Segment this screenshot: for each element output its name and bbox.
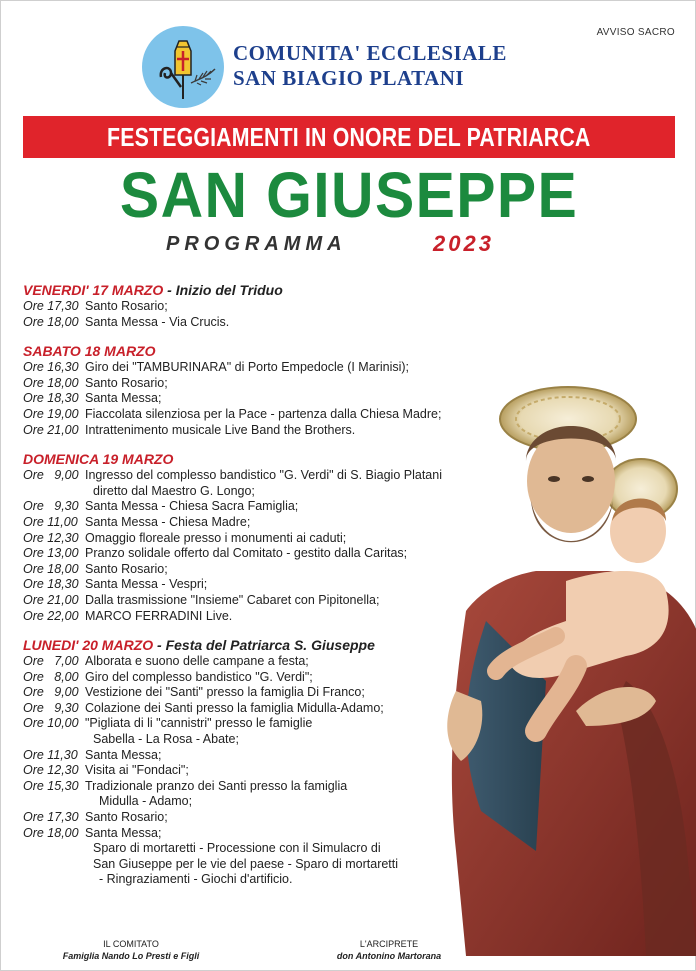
avviso-label: AVVISO SACRO bbox=[596, 27, 675, 38]
event-continuation: diretto dal Maestro G. Longo; bbox=[93, 483, 255, 498]
event-row bbox=[23, 577, 493, 593]
event-continuation: Sabella - La Rosa - Abate; bbox=[93, 732, 239, 747]
committee-signature bbox=[41, 938, 221, 962]
event-description: Santo Rosario; bbox=[85, 299, 168, 313]
event-row bbox=[23, 593, 493, 609]
event-time: Ore 17,30 bbox=[23, 810, 79, 825]
community-line-1: COMUNITA' ECCLESIALE bbox=[233, 41, 507, 65]
event-description: Santa Messa; bbox=[85, 825, 162, 840]
day-date: VENERDI' 17 MARZO bbox=[23, 282, 164, 298]
event-row bbox=[23, 701, 493, 717]
event-time: Ore 18,30 bbox=[23, 391, 79, 406]
archpriest-signature bbox=[319, 938, 459, 962]
event-description: Vestizione dei "Santi" presso la famiglia Di Franco; bbox=[85, 685, 365, 700]
committee-title: IL COMITATO bbox=[103, 939, 159, 949]
event-row bbox=[23, 685, 493, 701]
event-time: Ore 15,30 bbox=[23, 778, 79, 793]
event-row bbox=[23, 299, 493, 315]
event-row bbox=[23, 315, 493, 331]
programme-schedule bbox=[23, 281, 493, 888]
event-time: Ore 18,00 bbox=[23, 314, 79, 329]
day-heading bbox=[23, 636, 493, 654]
event-time: Ore 16,30 bbox=[23, 360, 79, 375]
event-time: Ore 17,30 bbox=[23, 299, 79, 313]
event-time: Ore 21,00 bbox=[23, 422, 79, 437]
event-description: Visita ai "Fondaci"; bbox=[85, 763, 189, 778]
event-time: Ore 13,00 bbox=[23, 546, 79, 561]
event-description: "Pigliata di li "cannistri" presso le famiglie bbox=[85, 716, 313, 731]
saint-title bbox=[1, 159, 696, 231]
event-description: Santa Messa - Vespri; bbox=[85, 577, 208, 592]
event-continuation: - Ringraziamenti - Giochi d'artificio. bbox=[99, 872, 293, 887]
event-continuation: Midulla - Adamo; bbox=[99, 794, 193, 809]
event-description: Santo Rosario; bbox=[85, 810, 168, 825]
event-time: Ore 18,30 bbox=[23, 577, 79, 592]
event-time: Ore 9,30 bbox=[23, 700, 79, 715]
event-description: Santa Messa; bbox=[85, 747, 162, 762]
day-heading bbox=[23, 281, 493, 299]
event-row bbox=[23, 515, 493, 531]
event-row bbox=[23, 360, 493, 376]
event-row bbox=[23, 376, 493, 392]
event-row bbox=[23, 654, 493, 670]
event-description: Santa Messa - Chiesa Sacra Famiglia; bbox=[85, 499, 299, 514]
event-description: Alborata e suono delle campane a festa; bbox=[85, 654, 309, 669]
event-time: Ore 12,30 bbox=[23, 763, 79, 778]
event-time: Ore 18,00 bbox=[23, 825, 79, 840]
event-time: Ore 11,30 bbox=[23, 747, 78, 762]
event-row bbox=[23, 562, 493, 578]
event-row bbox=[23, 716, 493, 732]
programma-year: 2023 bbox=[433, 231, 494, 256]
committee-name: Famiglia Nando Lo Presti e Figli bbox=[62, 951, 200, 961]
community-line-2: SAN BIAGIO PLATANI bbox=[233, 66, 465, 90]
event-time: Ore 11,00 bbox=[23, 514, 78, 529]
archpriest-name: don Antonino Martorana bbox=[336, 951, 442, 961]
event-time: Ore 9,30 bbox=[23, 499, 79, 514]
event-time: Ore 19,00 bbox=[23, 406, 79, 421]
event-row bbox=[23, 499, 493, 515]
event-row bbox=[23, 763, 493, 779]
event-description: Ingresso del complesso bandistico "G. Verdi" di S. Biagio Platani bbox=[85, 468, 442, 483]
event-time: Ore 18,00 bbox=[23, 375, 79, 390]
archpriest-title: L'ARCIPRETE bbox=[359, 939, 419, 949]
event-continuation: San Giuseppe per le vie del paese - Sparo di mortaretti bbox=[93, 856, 399, 871]
event-row bbox=[23, 391, 493, 407]
day-description: - Festa del Patriarca S. Giuseppe bbox=[153, 637, 375, 654]
day-description: - Inizio del Triduo bbox=[163, 282, 283, 298]
day-date: LUNEDI' 20 MARZO bbox=[23, 637, 154, 654]
event-time: Ore 7,00 bbox=[23, 654, 79, 669]
event-description: Intrattenimento musicale Live Band the Brothers. bbox=[85, 422, 356, 437]
event-continuation: Sparo di mortaretti - Processione con il Simulacro di bbox=[93, 841, 381, 856]
event-row bbox=[23, 423, 493, 439]
event-row bbox=[23, 407, 493, 423]
event-description: Pranzo solidale offerto dal Comitato - gestito dalla Caritas; bbox=[85, 546, 408, 561]
event-description: Santo Rosario; bbox=[85, 375, 168, 390]
event-time: Ore 9,00 bbox=[23, 468, 79, 483]
event-row bbox=[23, 531, 493, 547]
community-logo-icon bbox=[141, 25, 225, 109]
event-time: Ore 12,30 bbox=[23, 530, 79, 545]
event-row bbox=[23, 810, 493, 826]
event-row bbox=[23, 546, 493, 562]
event-description: Santa Messa - Chiesa Madre; bbox=[85, 514, 251, 529]
event-time: Ore 21,00 bbox=[23, 592, 79, 607]
day-heading bbox=[23, 342, 493, 360]
event-description: Santo Rosario; bbox=[85, 561, 168, 576]
event-row bbox=[23, 468, 493, 484]
day-date: DOMENICA 19 MARZO bbox=[23, 451, 174, 468]
saint-title-text: SAN GIUSEPPE bbox=[119, 159, 579, 231]
day-heading bbox=[23, 450, 493, 468]
event-time: Ore 8,00 bbox=[23, 669, 79, 684]
event-description: MARCO FERRADINI Live. bbox=[85, 608, 233, 623]
festivity-banner bbox=[23, 116, 675, 158]
event-description: Dalla trasmissione "Insieme" Cabaret con Pipitonella; bbox=[85, 592, 380, 607]
banner-text: FESTEGGIAMENTI IN ONORE DEL PATRIARCA bbox=[107, 122, 591, 152]
event-time: Ore 9,00 bbox=[23, 685, 79, 700]
event-description: Fiaccolata silenziosa per la Pace - partenza dalla Chiesa Madre; bbox=[85, 406, 442, 421]
event-description: Giro del complesso bandistico "G. Verdi"; bbox=[85, 669, 313, 684]
community-name bbox=[233, 41, 507, 91]
event-description: Santa Messa; bbox=[85, 391, 162, 406]
event-time: Ore 10,00 bbox=[23, 716, 79, 731]
event-row bbox=[23, 748, 493, 764]
event-description: Tradizionale pranzo dei Santi presso la famiglia bbox=[85, 778, 348, 793]
programma-label: PROGRAMMA bbox=[166, 233, 347, 255]
event-row bbox=[23, 826, 493, 842]
event-row bbox=[23, 779, 493, 795]
event-description: Giro dei "TAMBURINARA" di Porto Empedocle (I Marinisi); bbox=[85, 360, 410, 375]
event-row bbox=[23, 670, 493, 686]
day-date: SABATO 18 MARZO bbox=[23, 343, 156, 360]
event-time: Ore 18,00 bbox=[23, 561, 79, 576]
event-time: Ore 22,00 bbox=[23, 608, 79, 623]
event-row bbox=[23, 609, 493, 625]
event-description: Omaggio floreale presso i monumenti ai caduti; bbox=[85, 530, 347, 545]
event-description: Colazione dei Santi presso la famiglia Midulla-Adamo; bbox=[85, 700, 384, 715]
event-description: Santa Messa - Via Crucis. bbox=[85, 314, 230, 329]
